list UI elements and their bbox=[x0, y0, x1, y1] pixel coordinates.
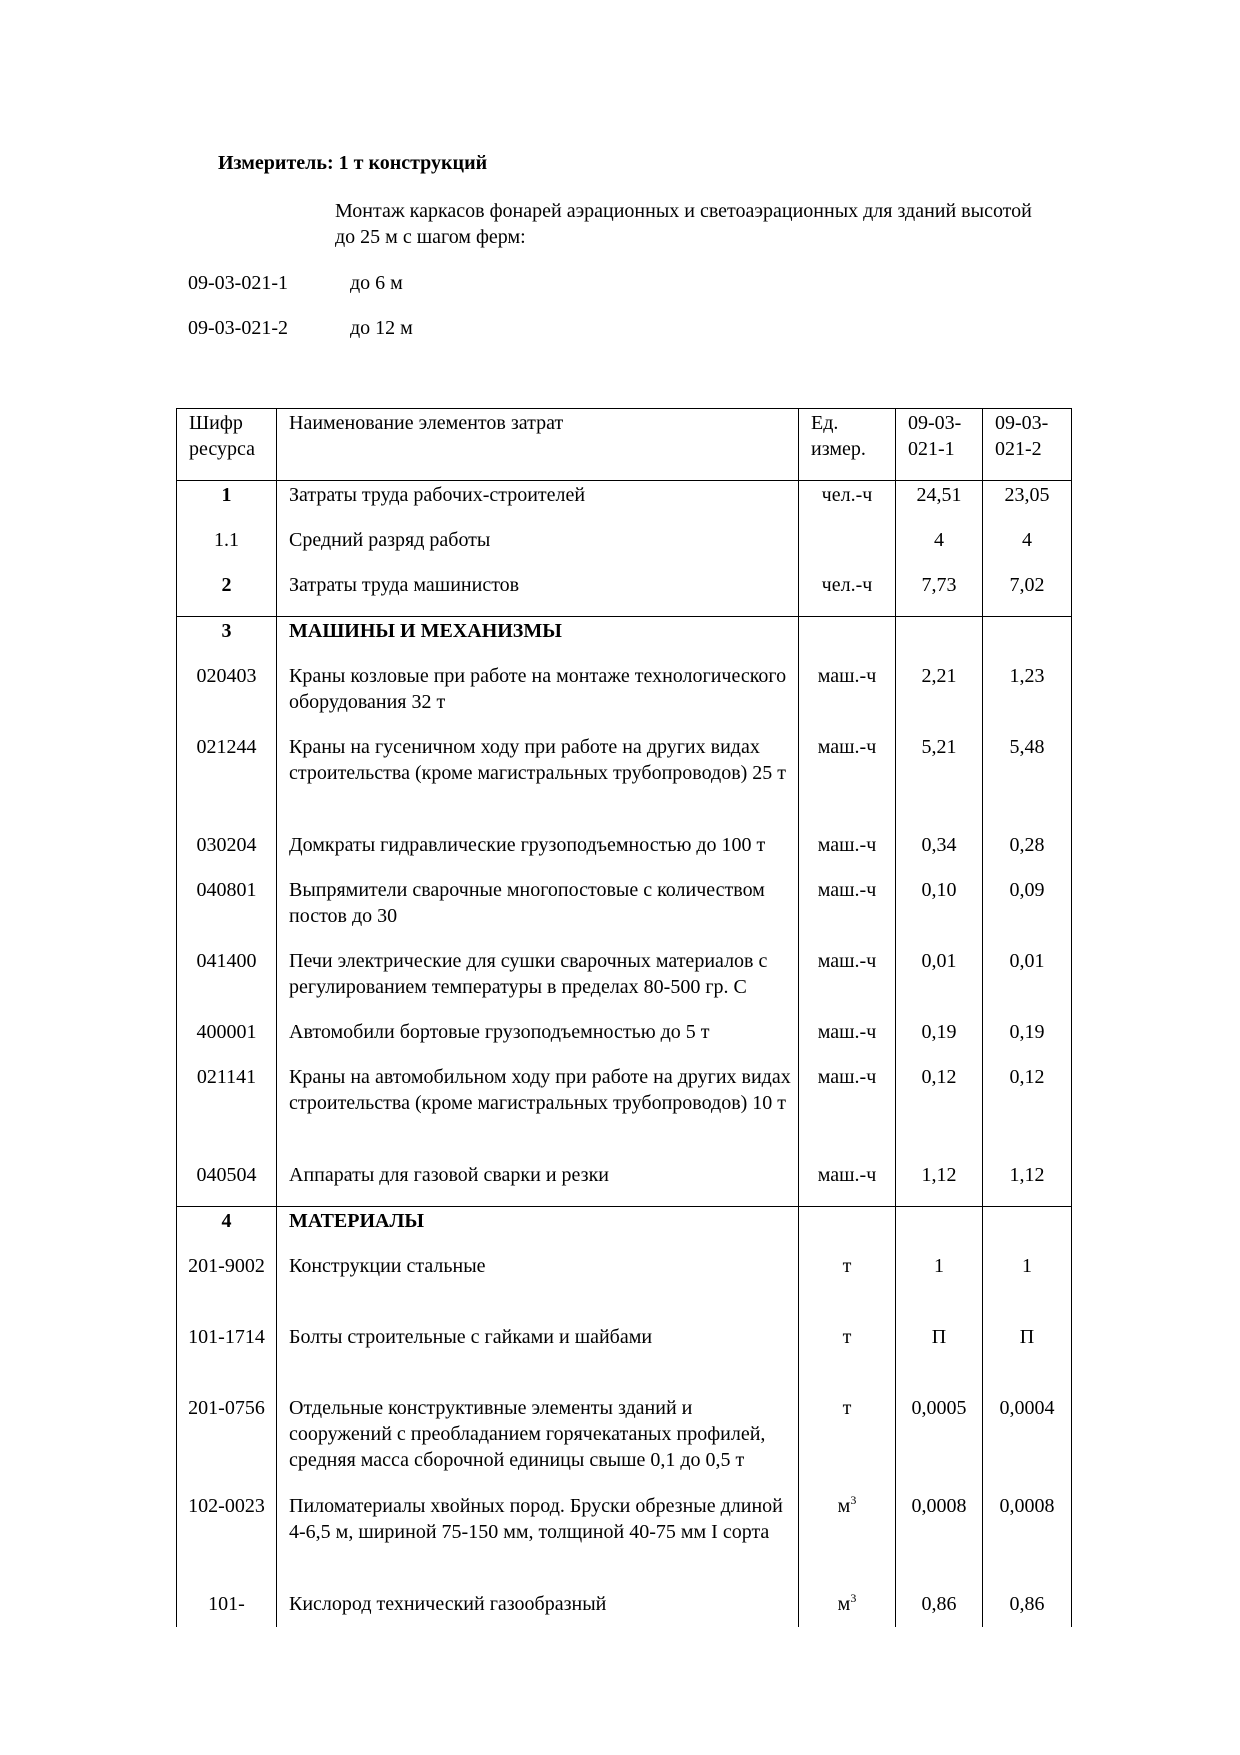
table-row bbox=[177, 1492, 1072, 1590]
resource-code: 021141 bbox=[177, 1063, 277, 1161]
table-row bbox=[177, 876, 1072, 947]
value-variant-2: 1 bbox=[983, 1252, 1072, 1323]
value-variant-1: 0,12 bbox=[896, 1063, 983, 1161]
resource-code: 041400 bbox=[177, 947, 277, 1018]
resource-name: Средний разряд работы bbox=[277, 526, 799, 571]
value-variant-2: 1,12 bbox=[983, 1161, 1072, 1207]
resource-name: Краны на автомобильном ходу при работе на других видах строительства (кроме магистральных трубопроводов) 10 т bbox=[277, 1063, 799, 1161]
value-variant-2: П bbox=[983, 1323, 1072, 1394]
resource-unit: т bbox=[799, 1252, 896, 1323]
table-row bbox=[177, 1323, 1072, 1394]
column-header: Шифр ресурса bbox=[177, 409, 277, 481]
table-row bbox=[177, 1018, 1072, 1063]
section-title: МАШИНЫ И МЕХАНИЗМЫ bbox=[277, 617, 799, 663]
resource-name: Краны на гусеничном ходу при работе на других видах строительства (кроме магистральных трубопроводов) 25 т bbox=[277, 733, 799, 831]
resource-name: Печи электрические для сушки сварочных материалов с регулированием температуры в пределах 80-500 гр. С bbox=[277, 947, 799, 1018]
table-row bbox=[177, 1161, 1072, 1207]
resource-unit: маш.-ч bbox=[799, 876, 896, 947]
resource-unit: маш.-ч bbox=[799, 1018, 896, 1063]
resource-name: Аппараты для газовой сварки и резки bbox=[277, 1161, 799, 1207]
resource-code: 101- bbox=[177, 1590, 277, 1627]
value-variant-1: 0,01 bbox=[896, 947, 983, 1018]
resource-code: 020403 bbox=[177, 662, 277, 733]
value-variant-1: 0,10 bbox=[896, 876, 983, 947]
unit-exponent: 3 bbox=[850, 1591, 857, 1605]
unit-base: м bbox=[837, 1495, 851, 1517]
resource-unit bbox=[799, 1492, 896, 1590]
value-variant-2: 0,12 bbox=[983, 1063, 1072, 1161]
variant-text: до 6 м bbox=[350, 272, 403, 294]
column-header: Ед. измер. bbox=[799, 409, 896, 481]
value-variant-1: 2,21 bbox=[896, 662, 983, 733]
value-variant-1: 1,12 bbox=[896, 1161, 983, 1207]
value-variant-1 bbox=[896, 1207, 983, 1253]
value-variant-1 bbox=[896, 617, 983, 663]
resource-code: 030204 bbox=[177, 831, 277, 876]
resource-name: Краны козловые при работе на монтаже технологического оборудования 32 т bbox=[277, 662, 799, 733]
value-variant-2: 5,48 bbox=[983, 733, 1072, 831]
resource-name: Домкраты гидравлические грузоподъемностью до 100 т bbox=[277, 831, 799, 876]
resource-code: 040504 bbox=[177, 1161, 277, 1207]
resource-unit: чел.-ч bbox=[799, 481, 896, 527]
section-title: МАТЕРИАЛЫ bbox=[277, 1207, 799, 1253]
value-variant-1: 0,86 bbox=[896, 1590, 983, 1627]
table-row bbox=[177, 947, 1072, 1018]
value-variant-2: 4 bbox=[983, 526, 1072, 571]
value-variant-1: 0,0008 bbox=[896, 1492, 983, 1590]
value-variant-2 bbox=[983, 617, 1072, 663]
value-variant-2: 0,86 bbox=[983, 1590, 1072, 1627]
resource-unit bbox=[799, 1207, 896, 1253]
resource-code: 102-0023 bbox=[177, 1492, 277, 1590]
resource-unit: маш.-ч bbox=[799, 1161, 896, 1207]
resource-cost-table bbox=[176, 408, 1072, 1627]
measure-unit-heading: Измеритель: 1 т конструкций bbox=[218, 152, 488, 174]
resource-code: 4 bbox=[177, 1207, 277, 1253]
resource-name: Болты строительные с гайками и шайбами bbox=[277, 1323, 799, 1394]
value-variant-1: 24,51 bbox=[896, 481, 983, 527]
value-variant-1: 0,34 bbox=[896, 831, 983, 876]
resource-name: Отдельные конструктивные элементы зданий и сооружений с преобладанием горячекатаных профилей, средняя масса сборочной единицы свыше 0,1 до 0,5 т bbox=[277, 1394, 799, 1492]
column-header: 09-03-021-2 bbox=[983, 409, 1072, 481]
variant-code: 09-03-021-2 bbox=[188, 317, 288, 339]
table-row bbox=[177, 1252, 1072, 1323]
variant-text: до 12 м bbox=[350, 317, 413, 339]
value-variant-2: 0,0004 bbox=[983, 1394, 1072, 1492]
resource-unit bbox=[799, 617, 896, 663]
value-variant-2 bbox=[983, 1207, 1072, 1253]
resource-name: Пиломатериалы хвойных пород. Бруски обрезные длиной 4-6,5 м, шириной 75-150 мм, толщиной 40-75 мм I сорта bbox=[277, 1492, 799, 1590]
resource-unit: маш.-ч bbox=[799, 1063, 896, 1161]
resource-code: 1 bbox=[177, 481, 277, 527]
table-header-row bbox=[177, 409, 1072, 481]
value-variant-1: П bbox=[896, 1323, 983, 1394]
resource-name: Кислород технический газообразный bbox=[277, 1590, 799, 1627]
resource-name: Затраты труда рабочих-строителей bbox=[277, 481, 799, 527]
resource-code: 201-0756 bbox=[177, 1394, 277, 1492]
value-variant-2: 0,09 bbox=[983, 876, 1072, 947]
table-row bbox=[177, 571, 1072, 617]
value-variant-1: 7,73 bbox=[896, 571, 983, 617]
table-row bbox=[177, 481, 1072, 527]
value-variant-1: 0,19 bbox=[896, 1018, 983, 1063]
value-variant-2: 0,01 bbox=[983, 947, 1072, 1018]
column-header: Наименование элементов затрат bbox=[277, 409, 799, 481]
resource-name: Автомобили бортовые грузоподъемностью до 5 т bbox=[277, 1018, 799, 1063]
resource-unit: маш.-ч bbox=[799, 662, 896, 733]
resource-unit bbox=[799, 526, 896, 571]
section-row bbox=[177, 1207, 1072, 1253]
value-variant-2: 0,0008 bbox=[983, 1492, 1072, 1590]
value-variant-2: 23,05 bbox=[983, 481, 1072, 527]
resource-name: Затраты труда машинистов bbox=[277, 571, 799, 617]
resource-unit: маш.-ч bbox=[799, 831, 896, 876]
table-row bbox=[177, 1394, 1072, 1492]
resource-unit: маш.-ч bbox=[799, 733, 896, 831]
unit-exponent: 3 bbox=[850, 1493, 857, 1507]
resource-code: 201-9002 bbox=[177, 1252, 277, 1323]
resource-code: 040801 bbox=[177, 876, 277, 947]
resource-unit: маш.-ч bbox=[799, 947, 896, 1018]
resource-name: Выпрямители сварочные многопостовые с количеством постов до 30 bbox=[277, 876, 799, 947]
value-variant-1: 1 bbox=[896, 1252, 983, 1323]
resource-code: 400001 bbox=[177, 1018, 277, 1063]
resource-unit: т bbox=[799, 1323, 896, 1394]
variant-code: 09-03-021-1 bbox=[188, 272, 288, 294]
column-header: 09-03-021-1 bbox=[896, 409, 983, 481]
value-variant-1: 4 bbox=[896, 526, 983, 571]
unit-base: м bbox=[837, 1593, 851, 1615]
table-row bbox=[177, 526, 1072, 571]
section-row bbox=[177, 617, 1072, 663]
resource-unit bbox=[799, 1590, 896, 1627]
value-variant-2: 0,28 bbox=[983, 831, 1072, 876]
resource-code: 101-1714 bbox=[177, 1323, 277, 1394]
table-row bbox=[177, 1590, 1072, 1627]
resource-code: 2 bbox=[177, 571, 277, 617]
value-variant-2: 0,19 bbox=[983, 1018, 1072, 1063]
resource-name: Конструкции стальные bbox=[277, 1252, 799, 1323]
resource-code: 1.1 bbox=[177, 526, 277, 571]
table-row bbox=[177, 733, 1072, 831]
resource-code: 021244 bbox=[177, 733, 277, 831]
resource-code: 3 bbox=[177, 617, 277, 663]
resource-unit: т bbox=[799, 1394, 896, 1492]
value-variant-2: 7,02 bbox=[983, 571, 1072, 617]
table-row bbox=[177, 1063, 1072, 1161]
value-variant-2: 1,23 bbox=[983, 662, 1072, 733]
table-row bbox=[177, 831, 1072, 876]
work-description: Монтаж каркасов фонарей аэрационных и светоаэрационных для зданий высотой до 25 м с шагом ферм: bbox=[335, 200, 1032, 248]
value-variant-1: 0,0005 bbox=[896, 1394, 983, 1492]
table-row bbox=[177, 662, 1072, 733]
value-variant-1: 5,21 bbox=[896, 733, 983, 831]
resource-unit: чел.-ч bbox=[799, 571, 896, 617]
